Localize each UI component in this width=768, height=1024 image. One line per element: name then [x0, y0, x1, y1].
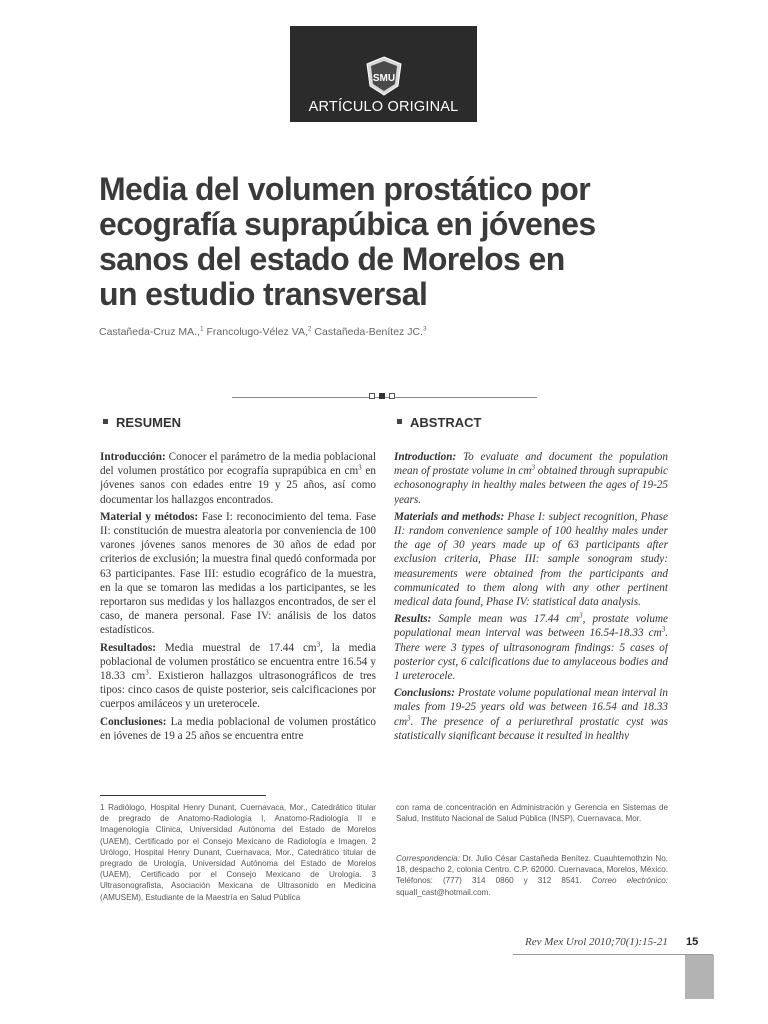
footnote-rule: [100, 795, 266, 796]
para-label: Results:: [394, 613, 432, 626]
author-list: [99, 326, 427, 338]
para-text: en jóvenes sanos con edades entre 19 y 25 años, así como documentar los hallazgos encontrados.: [100, 465, 376, 506]
superscript: 3: [579, 611, 583, 620]
para-text: Prostate volume populational mean interval in males from 19-25 years old was between 16.54 and 18.33 cm: [394, 687, 668, 728]
para-text: . There were 3 types of ultrasonogram findings: 5 cases of posterior cyst, 6 calcifications due to amylaceous bodies and 1 ureterocele.: [394, 627, 668, 683]
abstract-intro: [394, 450, 668, 507]
bullet-square-icon: [397, 419, 402, 424]
section-divider: [232, 397, 537, 398]
title-line: sanos del estado de Morelos en: [99, 241, 565, 277]
logo-text: SMU: [372, 73, 396, 84]
para-text: Media muestral de 17.44 cm: [155, 641, 317, 654]
resumen-heading: [103, 415, 181, 430]
para-text: . Existieron hallazgos ultrasonográficos de tres tipos: cinco casos de quiste posterior, seis calcificaciones por cuerpos amiláceos y un ureterocele.: [100, 670, 376, 711]
para-label: Resultados:: [100, 641, 156, 654]
para-text: obtained through suprapubic echosonography in healthy males between the ages of 19-25 years.: [394, 465, 668, 506]
title-line: Media del volumen prostático por: [99, 171, 591, 207]
author-name: Castañeda-Cruz MA.,: [99, 326, 200, 338]
affiliations-continuation: con rama de concentración en Administración y Gerencia en Sistemas de Salud, Instituto Nacional de Salud Pública (INSP), Cuernavaca, Mor.: [396, 803, 668, 824]
para-text: Fase I: reconocimiento del tema. Fase II: constitución de muestra aleatoria por conveniencia de 100 varones jóvenes sanos menores de 30 años de edad por criterios de exclusión; la muestra final quedó conformada por 63 participantes. Fase III: estudio ecográfico de la muestra, en la que se tomaron las medidas a los participantes, se les reportaron sus medidas y los hallazgos encontrados, de ser el caso, de manera personal. Fase IV: análisis de los datos estadísticos.: [100, 510, 376, 637]
title-line: ecografía suprapúbica en jóvenes: [99, 206, 596, 242]
divider-square-icon: [379, 393, 385, 399]
superscript: 3: [661, 625, 666, 634]
para-text: , la media poblacional de volumen prostático se encuentra entre 16.54 y 18.33 cm: [100, 641, 376, 683]
bullet-square-icon: [103, 419, 108, 424]
author-ref: 1: [199, 325, 204, 333]
para-text: . The presence of a periurethral prostatic cyst was statistically significant because it resulted in healthy: [394, 715, 668, 740]
para-label: Introduction:: [394, 451, 457, 463]
para-text: La media poblacional de volumen prostático en jóvenes de 19 a 25 años se encuentra entre: [100, 715, 376, 740]
correspondence-text: Dr. Julio César Castañeda Benítez. Cuauhtemothzin No. 18, despacho 2, colonia Centro. C.P. 62000. Cuernavaca, Morelos, México. Teléfonos: (777) 314 0860 y 312 8541.: [396, 854, 668, 886]
para-text: Phase I: subject recognition, Phase II: random convenience sample of 100 healthy males under the age of 30 years made up of 63 participants after exclusion criteria, Phase III: sample sonogram study: measurements were obtained from the participants and communicated to them along with any other pertinent medical data found, Phase IV: statistical data analysis.: [394, 510, 668, 609]
para-text: Sample mean was 17.44 cm: [431, 613, 580, 626]
title-line: un estudio transversal: [99, 276, 428, 312]
email-address: squall_cast@hotmail.com.: [396, 887, 491, 897]
para-label: Materials and methods:: [394, 510, 505, 523]
para-text: Conocer el parámetro de la media poblacional del volumen prostático por ecografía suprapúbica en cm: [100, 451, 376, 478]
author-name: Francolugo-Vélez VA,: [203, 326, 308, 338]
journal-reference: Rev Mex Urol 2010;70(1):15-21: [525, 936, 668, 948]
page-number: 15: [686, 936, 699, 948]
superscript: 3: [316, 639, 321, 648]
para-label: Introducción:: [100, 451, 166, 463]
para-text: To evaluate and document the population mean of prostate volume in cm: [394, 451, 668, 478]
author-ref: 2: [307, 325, 312, 333]
para-label: Conclusions:: [394, 687, 455, 700]
divider-square-icon: [389, 393, 395, 399]
para-label: Material y métodos:: [100, 510, 199, 523]
correspondence-footnote: [396, 853, 668, 898]
para-text: , prostate volume populational mean interval was between 16.54-18.33 cm: [394, 613, 668, 640]
resumen-body: [100, 450, 376, 740]
superscript: 3: [531, 463, 535, 472]
author-ref: 3: [422, 325, 427, 333]
page-edge-tab: [685, 955, 714, 999]
resumen-methods: [100, 510, 376, 638]
smu-logo-icon: [365, 56, 403, 96]
resumen-conclusions: [100, 715, 376, 740]
affiliations-footnote: 1 Radiólogo, Hospital Henry Dunant, Cuernavaca, Mor., Catedrático titular de pregrado de Anatomo-Radiología I, Anatomo-Radiología II e Imagenología Clínica, Universidad Autónoma del Estado de Morelos (UAEM), Certificado por el Consejo Mexicano de Radiología e Imagen. 2 Urólogo, Hospital Henry Dunant, Cuernavaca, Mor., Catedrático titular de pregrado de Urología, Universidad Autónoma del Estado de Morelos (UAEM), Certificado por el Consejo Mexicano de Urología. 3 Ultrasonografista, Asociación Mexicana de Ultrasonido en Medicina (AMUSEM), Estudiante de la Maestría en Salud Pública: [100, 803, 376, 902]
abstract-heading-text: ABSTRACT: [410, 415, 482, 430]
section-badge: [290, 26, 477, 122]
abstract-conclusions: [394, 686, 668, 740]
superscript: 3: [407, 713, 411, 722]
author-name: Castañeda-Benítez JC.: [311, 326, 423, 338]
superscript: 3: [145, 668, 149, 677]
resumen-results: [100, 641, 376, 712]
para-label: Conclusiones:: [100, 715, 167, 728]
footer-rule: [513, 954, 713, 955]
superscript: 3: [358, 463, 362, 472]
resumen-intro: [100, 450, 376, 507]
abstract-results: [394, 612, 668, 683]
resumen-heading-text: RESUMEN: [116, 415, 182, 430]
section-label: ARTÍCULO ORIGINAL: [308, 99, 459, 115]
email-label: Correo electrónico:: [581, 876, 668, 886]
divider-square-icon: [369, 393, 375, 399]
abstract-body: [394, 450, 668, 740]
abstract-heading: [397, 415, 482, 430]
article-title: [99, 172, 659, 312]
abstract-methods: [394, 510, 668, 609]
correspondence-label: Correspondencia:: [396, 854, 460, 863]
